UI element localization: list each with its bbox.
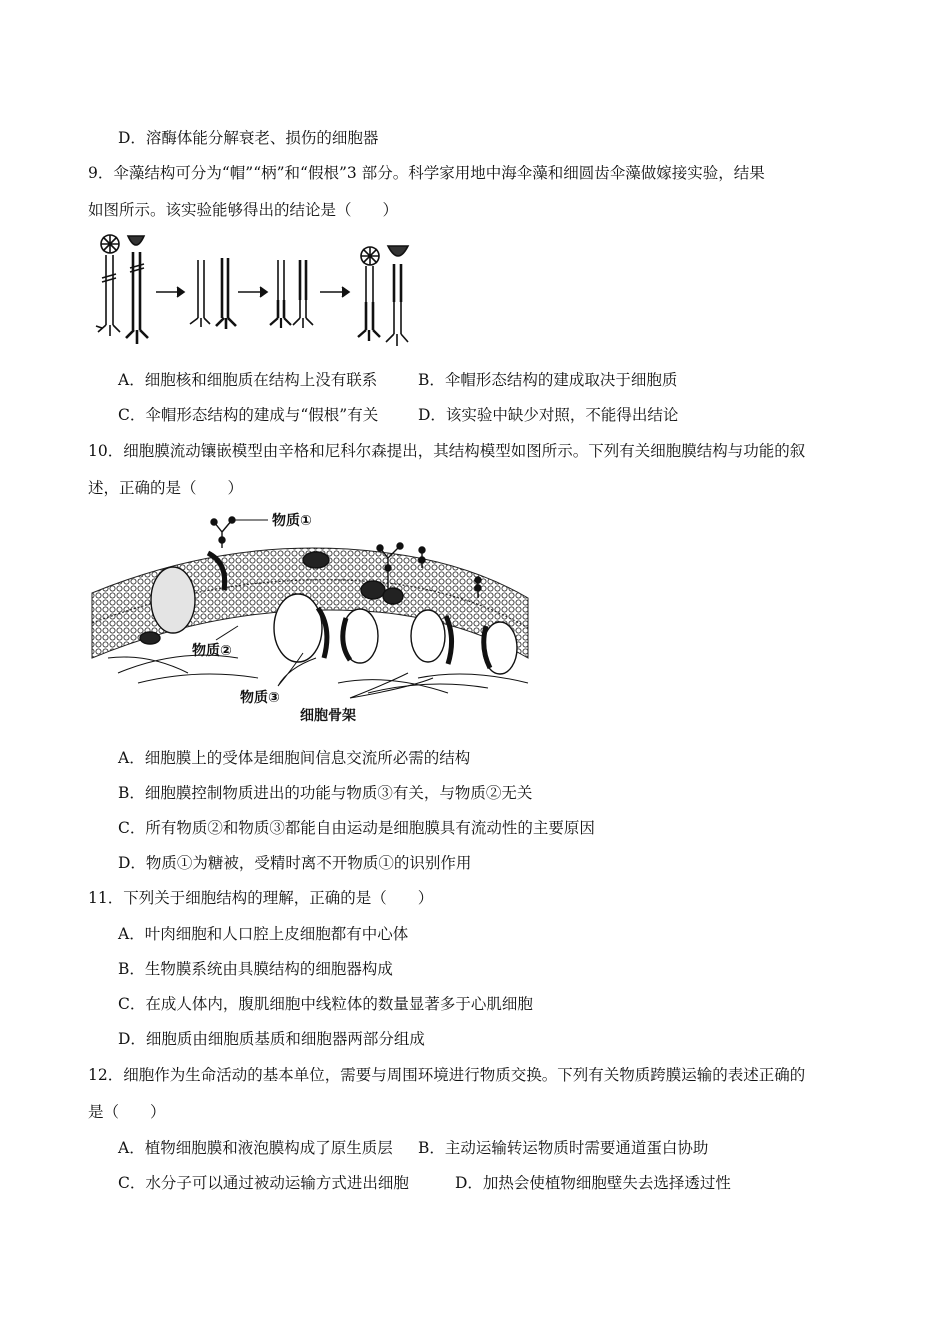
q12-option-b: B．主动运输转运物质时需要通道蛋白协助 [418,1139,709,1157]
q8-option-d: D．溶酶体能分解衰老、损伤的细胞器 [118,129,379,147]
q12-stem-line1: 12．细胞作为生命活动的基本单位，需要与周围环境进行物质交换。下列有关物质跨膜运输的表述正确的 [88,1066,806,1084]
algae-pair-2 [190,258,236,329]
fluid-mosaic-figure [88,508,533,723]
q11-stem: 11．下列关于细胞结构的理解，正确的是（ ） [88,889,434,907]
q9-option-c: C．伞帽形态结构的建成与“假根”有关 [118,406,379,424]
algae-pair-4 [358,246,408,346]
q9-stem-line2: 如图所示。该实验能够得出的结论是（ ） [88,201,399,219]
algae-pair-3 [270,260,313,328]
algae-pair-1 [96,235,148,344]
q9-option-d: D．该实验中缺少对照，不能得出结论 [418,406,679,424]
q11-option-a: A．叶肉细胞和人口腔上皮细胞都有中心体 [118,925,409,943]
q10-option-c: C．所有物质②和物质③都能自由运动是细胞膜具有流动性的主要原因 [118,819,595,837]
label-substance-2: 物质② [192,643,232,659]
q11-option-c: C．在成人体内，腹肌细胞中线粒体的数量显著多于心肌细胞 [118,995,533,1013]
q10-stem-line2: 述，正确的是（ ） [88,479,244,497]
label-substance-3: 物质③ [240,690,280,706]
q9-option-b: B．伞帽形态结构的建成取决于细胞质 [418,371,678,389]
q11-option-b: B．生物膜系统由具膜结构的细胞器构成 [118,960,393,978]
q12-option-a: A．植物细胞膜和液泡膜构成了原生质层 [118,1139,393,1157]
q9-option-a: A．细胞核和细胞质在结构上没有联系 [118,371,378,389]
q10-option-d: D．物质①为糖被，受精时离不开物质①的识别作用 [118,854,472,872]
umbrella-algae-graft-figure [88,230,428,355]
q10-stem-line1: 10．细胞膜流动镶嵌模型由辛格和尼科尔森提出，其结构模型如图所示。下列有关细胞膜结构与功能的叙 [88,442,806,460]
q12-option-c: C．水分子可以通过被动运输方式进出细胞 [118,1174,409,1192]
q10-option-b: B．细胞膜控制物质进出的功能与物质③有关，与物质②无关 [118,784,533,802]
q11-option-d: D．细胞质由细胞质基质和细胞器两部分组成 [118,1030,425,1048]
label-cytoskeleton: 细胞骨架 [300,708,356,724]
label-substance-1: 物质① [272,513,312,529]
q9-stem-line1: 9．伞藻结构可分为“帽”“柄”和“假根”3 部分。科学家用地中海伞藻和细圆齿伞藻做嫁接实验，结果 [88,164,765,182]
q12-stem-line2: 是（ ） [88,1103,166,1121]
q12-option-d: D．加热会使植物细胞壁失去选择透过性 [455,1174,731,1192]
q10-option-a: A．细胞膜上的受体是细胞间信息交流所必需的结构 [118,749,471,767]
